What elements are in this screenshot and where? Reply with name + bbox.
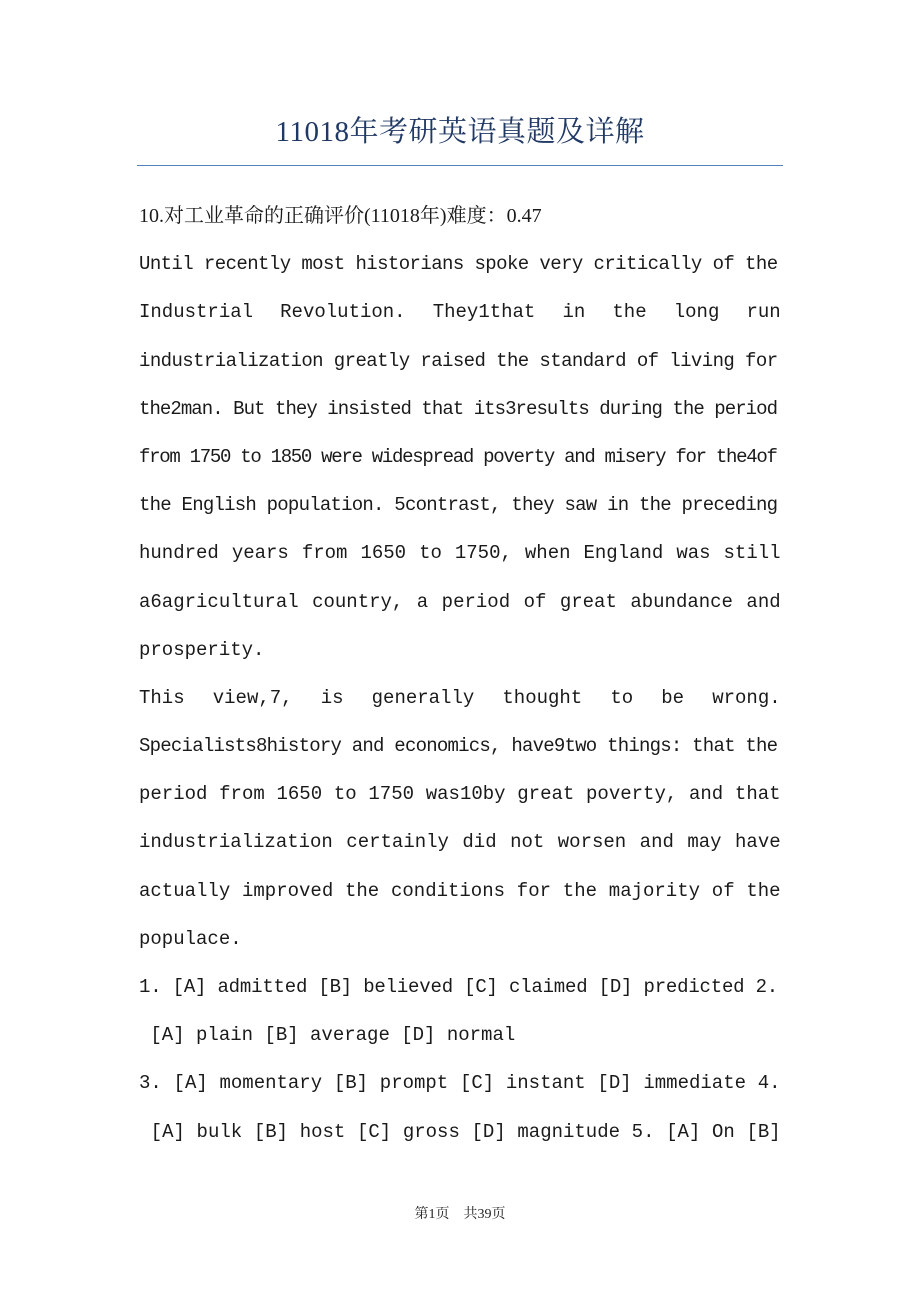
page-number: 第1页 <box>414 1207 450 1222</box>
passage-line: industrialization certainly did not worsen and may have <box>139 831 781 854</box>
title-divider <box>137 165 783 166</box>
page-total: 共39页 <box>463 1207 506 1222</box>
options-line: [A] plain [B] average [D] normal <box>139 1024 516 1047</box>
options-line: [A] bulk [B] host [C] gross [D] magnitude 5. [A] On [B] <box>139 1120 781 1143</box>
passage-line: Specialists8history and economics, have9two things: that the <box>139 735 778 758</box>
question-heading: 10.对工业革命的正确评价(11018年)难度：0.47 <box>139 205 542 227</box>
passage-line: This view,7, is generally thought to be wrong. <box>139 686 781 709</box>
passage-line: populace. <box>139 927 242 950</box>
passage-line: Until recently most historians spoke very critically of the <box>139 253 778 276</box>
passage-line: period from 1650 to 1750 was10by great poverty, and that <box>139 783 781 806</box>
passage-line: from 1750 to 1850 were widespread poverty and misery for the4of <box>139 445 777 468</box>
options-line: 1. [A] admitted [B] believed [C] claimed [D] predicted 2. <box>139 976 779 998</box>
page-footer <box>0 1205 920 1225</box>
passage-line: a6agricultural country, a period of great abundance and <box>139 590 781 613</box>
document-title: 11018年考研英语真题及详解 <box>275 116 645 148</box>
passage-line: the2man. But they insisted that its3results during the period <box>139 397 778 420</box>
passage-line: actually improved the conditions for the majority of the <box>139 879 781 902</box>
passage-line: the English population. 5contrast, they saw in the preceding <box>139 494 778 517</box>
passage-line: Industrial Revolution. They1that in the long run <box>139 301 781 324</box>
options-line: 3. [A] momentary [B] prompt [C] instant [D] immediate 4. <box>139 1072 781 1095</box>
passage-line: prosperity. <box>139 638 265 661</box>
passage-line: industrialization greatly raised the standard of living for <box>139 349 778 372</box>
passage-line: hundred years from 1650 to 1750, when England was still <box>139 542 781 565</box>
document-body <box>139 192 781 1156</box>
